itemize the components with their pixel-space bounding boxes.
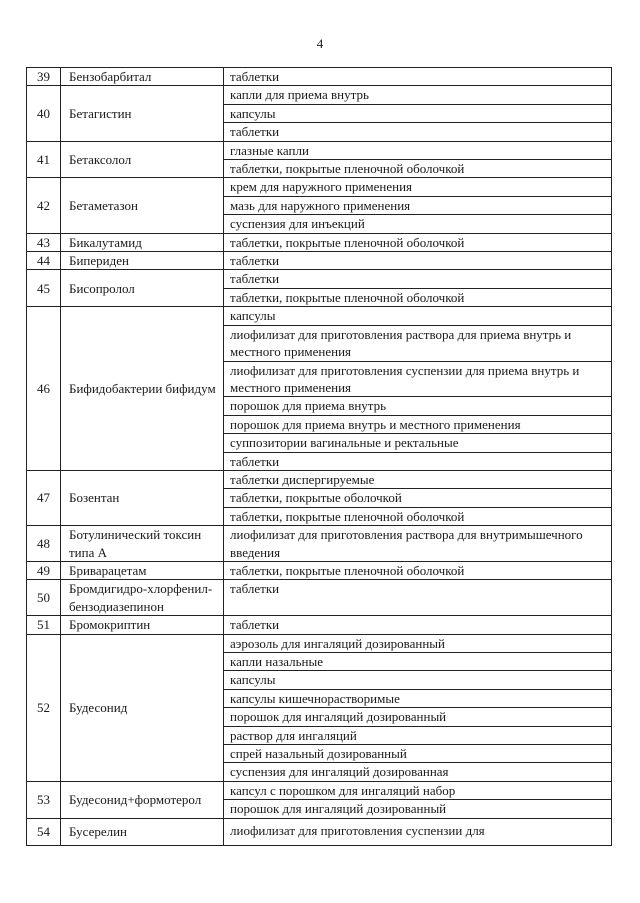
dosage-form: таблетки диспергируемые (224, 471, 611, 489)
row-number: 44 (27, 252, 61, 269)
dosage-form: аэрозоль для ингаляций дозированный (224, 635, 611, 653)
drug-name: Бриварацетам (61, 562, 224, 579)
dosage-forms (224, 616, 612, 633)
table-row (27, 178, 612, 233)
dosage-form: таблетки (230, 124, 280, 140)
row-number: 46 (27, 307, 61, 470)
drug-name: Бетаксолол (61, 142, 224, 178)
dosage-form: капсул с порошком для ингаляций набор (224, 782, 611, 800)
dosage-form: капсулы (224, 307, 611, 325)
row-number: 54 (27, 819, 61, 845)
drug-name: Бозентан (61, 471, 224, 525)
row-number: 51 (27, 616, 61, 633)
dosage-forms (224, 270, 612, 306)
dosage-form: мазь для наружного применения (224, 197, 611, 215)
dosage-form: порошок для ингаляций дозированный (224, 708, 611, 726)
dosage-form: таблетки (230, 617, 280, 633)
table-row (27, 68, 612, 86)
row-number: 53 (27, 782, 61, 818)
table-row (27, 782, 612, 819)
table-row (27, 819, 612, 846)
table-row (27, 526, 612, 562)
row-number: 42 (27, 178, 61, 232)
table-row (27, 86, 612, 141)
dosage-form: суппозитории вагинальные и ректальные (224, 434, 611, 452)
drug-name: Бетагистин (61, 86, 224, 140)
dosage-form: таблетки (230, 253, 280, 269)
dosage-form: капсулы (224, 671, 611, 689)
table-row (27, 580, 612, 616)
dosage-forms (224, 819, 612, 845)
dosage-form: капсулы (224, 105, 611, 123)
dosage-forms (224, 307, 612, 470)
dosage-forms (224, 471, 612, 525)
dosage-form: таблетки, покрытые пленочной оболочкой (230, 562, 465, 578)
row-number: 52 (27, 635, 61, 781)
row-number: 40 (27, 86, 61, 140)
dosage-form: крем для наружного применения (224, 178, 611, 196)
dosage-forms (224, 252, 612, 269)
row-number: 48 (27, 526, 61, 561)
drug-name: Бисопролол (61, 270, 224, 306)
dosage-form: суспензия для ингаляций дозированная (230, 764, 449, 780)
dosage-form: раствор для ингаляций (224, 727, 611, 745)
dosage-forms (224, 782, 612, 818)
dosage-form: таблетки (224, 270, 611, 288)
table-row (27, 616, 612, 634)
dosage-form: порошок для ингаляций дозированный (230, 801, 447, 817)
dosage-forms (224, 178, 612, 232)
dosage-form: лиофилизат для приготовления суспензии для приема внутрь и местного применения (224, 362, 611, 398)
dosage-form: капсулы кишечнорастворимые (224, 690, 611, 708)
table-row (27, 635, 612, 782)
dosage-forms (224, 142, 612, 178)
table-row (27, 307, 612, 471)
dosage-form: таблетки (230, 69, 280, 84)
drug-table (26, 67, 612, 846)
dosage-forms (224, 635, 612, 781)
dosage-form: таблетки, покрытые пленочной оболочкой (230, 508, 465, 524)
table-row (27, 252, 612, 270)
row-number: 41 (27, 142, 61, 178)
row-number: 49 (27, 562, 61, 579)
row-number: 43 (27, 234, 61, 251)
dosage-form: таблетки (230, 453, 280, 469)
dosage-forms (224, 234, 612, 251)
dosage-form: суспензия для инъекций (230, 216, 365, 232)
table-row (27, 234, 612, 252)
table-row (27, 562, 612, 580)
dosage-forms (224, 86, 612, 140)
dosage-forms (224, 68, 612, 85)
drug-name: Бипериден (61, 252, 224, 269)
table-row (27, 270, 612, 307)
drug-name: Бусерелин (61, 819, 224, 845)
dosage-form: таблетки, покрытые пленочной оболочкой (230, 161, 465, 177)
dosage-forms (224, 562, 612, 579)
table-row (27, 471, 612, 526)
row-number: 39 (27, 68, 61, 85)
row-number: 47 (27, 471, 61, 525)
dosage-form: таблетки, покрытые пленочной оболочкой (230, 289, 465, 305)
dosage-form: таблетки, покрытые оболочкой (224, 489, 611, 507)
dosage-form: спрей назальный дозированный (224, 745, 611, 763)
drug-name: Бикалутамид (61, 234, 224, 251)
dosage-form: порошок для приема внутрь (224, 397, 611, 415)
dosage-forms (224, 580, 612, 615)
dosage-form: порошок для приема внутрь и местного применения (224, 416, 611, 434)
dosage-form: лиофилизат для приготовления раствора для приема внутрь и местного применения (224, 326, 611, 362)
drug-name: Бензобарбитал (61, 68, 224, 85)
dosage-form: капли назальные (224, 653, 611, 671)
row-number: 50 (27, 580, 61, 615)
row-number: 45 (27, 270, 61, 306)
drug-name: Бромокриптин (61, 616, 224, 633)
drug-name: Будесонид (61, 635, 224, 781)
dosage-form: таблетки, покрытые пленочной оболочкой (230, 234, 465, 250)
dosage-form: лиофилизат для приготовления раствора для внутримышечного введения (230, 527, 583, 560)
page-number: 4 (316, 36, 324, 51)
dosage-form: таблетки (230, 581, 280, 597)
drug-name: Бетаметазон (61, 178, 224, 232)
table-row (27, 142, 612, 179)
drug-name: Бифидобактерии бифидум (61, 307, 224, 470)
drug-name: Бромдигидро-хлорфенил-бензодиазепинон (61, 580, 224, 615)
dosage-form: глазные капли (224, 142, 611, 160)
dosage-form: лиофилизат для приготовления суспензии для (230, 823, 485, 839)
drug-name: Ботулинический токсин типа А (61, 526, 224, 561)
drug-name: Будесонид+формотерол (61, 782, 224, 818)
dosage-forms (224, 526, 612, 561)
dosage-form: капли для приема внутрь (224, 86, 611, 104)
